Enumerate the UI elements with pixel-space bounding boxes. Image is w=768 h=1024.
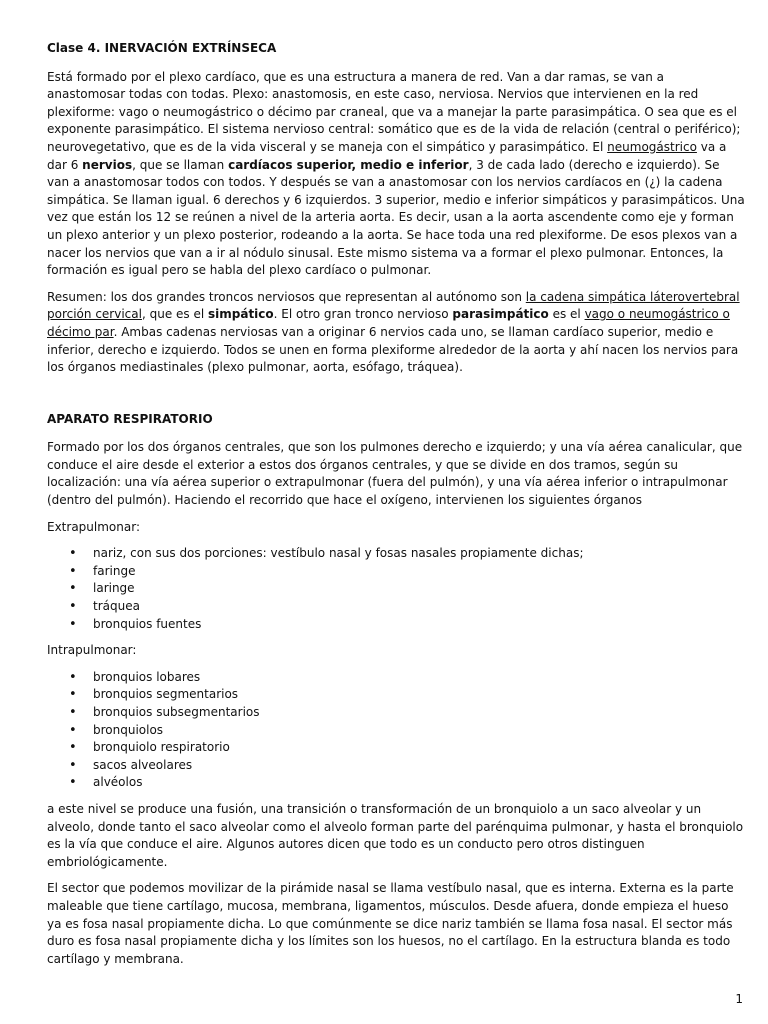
page-number: 1 <box>735 992 743 1006</box>
text-span: . Ambas cadenas nerviosas van a originar 6 nervios cada uno, se llaman cardíaco superior, medio e inferior, derecho e izquierdo. Todos se unen en forma plexiforme alrededor de la aorta y ahí nacen los nervios para los órganos mediastinales (plexo pulmonar, aorta, esófago, tráquea). <box>47 324 739 375</box>
underlined-text: vago o neumogástrico o décimo par <box>47 307 730 339</box>
text-span: es el <box>548 307 585 322</box>
text-span: , que es el <box>141 307 208 322</box>
text-span: va a dar 6 <box>47 139 727 172</box>
text-span: . El otro gran tronco nervioso <box>273 307 453 322</box>
list-item: • bronquiolos <box>47 722 745 740</box>
bold-text: cardíacos superior, medio e inferior <box>228 157 469 172</box>
list-item: • bronquios segmentarios <box>47 686 745 704</box>
paragraph-plexo-cardiaco <box>47 69 745 280</box>
page-title: Clase 4. INERVACIÓN EXTRÍNSECA <box>47 41 277 55</box>
section-heading: APARATO RESPIRATORIO <box>47 411 213 426</box>
list-item: • bronquios subsegmentarios <box>47 704 745 722</box>
paragraph-transicion: a este nivel se produce una fusión, una transición o transformación de un bronquiolo a un saco alveolar y un alveolo, donde tanto el saco alveolar como el alveolo forman parte del parénquima pulmonar, y hasta el bronquiolo es la vía que conduce el aire. Algunos autores dicen que todo es un conducto pero otros distinguen embriológicamente. <box>47 801 744 869</box>
list-item: • faringe <box>47 563 745 581</box>
text-span: , 3 de cada lado (derecho e izquierdo). Se van a anastomosar todos con todos. Y después se van a anastomosar con los nervios cardíacos en (¿) la cadena simpática. Se llaman igual. 6 derechos y 6 izquierdos. 3 superior, medio e inferior simpáticos y parasimpáticos. Una vez que están los 12 se reúnen a nivel de la arteria aorta. Es decir, usan a la aorta ascendente como eje y forman un plexo anterior y un plexo posterior, rodeando a la aorta. Se hace toda una red plexiforme. De esos plexos van a nacer los nervios que van a ir al nódulo sinusal. Este mismo sistema va a formar el plexo pulmonar. Entonces, la formación es igual pero se habla del plexo cardíaco o pulmonar. <box>47 157 745 278</box>
bold-text: nervios <box>82 157 133 172</box>
paragraph-resumen <box>47 289 745 377</box>
list-item: • bronquios lobares <box>47 669 745 687</box>
list-item: • nariz, con sus dos porciones: vestíbulo nasal y fosas nasales propiamente dichas; <box>47 545 745 563</box>
paragraph-aparato-respiratorio: Formado por los dos órganos centrales, que son los pulmones derecho e izquierdo; y una vía aérea canalicular, que conduce el aire desde el exterior a estos dos órganos centrales, y que se divide en dos tramos, según su localización: una vía aérea superior o extrapulmonar (fuera del pulmón), y una vía aérea inferior o intrapulmonar (dentro del pulmón). Haciendo el recorrido que hace el oxígeno, intervienen los siguientes órganos <box>47 440 743 508</box>
document-page <box>47 40 745 977</box>
list-item: • laringe <box>47 580 745 598</box>
list-item: • sacos alveolares <box>47 757 745 775</box>
extrapulmonar-list <box>47 545 745 633</box>
underlined-text: neumogástrico <box>607 139 697 154</box>
list-item: • bronquios fuentes <box>47 616 745 634</box>
intrapulmonar-label: Intrapulmonar: <box>47 643 137 658</box>
text-span: Está formado por el plexo cardíaco, que es una estructura a manera de red. Van a dar ramas, se van a anastomosar todas con todas. Plexo: anastomosis, en este caso, nerviosa. Nervios que intervienen en la red plexiforme: vago o neumogástrico o décimo par craneal, que va a manejar la parte parasimpática. O sea que es el exponente parasimpático. El sistema nervioso central: somático que es de la vida de relación (central o periférico); neurovegetativo, que es de la vida visceral y se maneja con el simpático y parasimpático. El <box>47 69 741 154</box>
list-item: • bronquiolo respiratorio <box>47 739 745 757</box>
list-item: • tráquea <box>47 598 745 616</box>
list-item: • alvéolos <box>47 774 745 792</box>
paragraph-vestibulo-nasal: El sector que podemos movilizar de la pirámide nasal se llama vestíbulo nasal, que es interna. Externa es la parte maleable que tiene cartílago, mucosa, membrana, ligamentos, músculos. Desde afuera, donde empieza el hueso ya es fosa nasal propiamente dicha. Lo que comúnmente se dice nariz también se llama fosa nasal. El sector más duro es fosa nasal propiamente dicha y los límites son los huesos, no el cartílago. En la estructura blanda es todo cartílago y membrana. <box>47 881 734 966</box>
bold-text: simpático <box>208 307 274 322</box>
bold-text: parasimpático <box>452 307 549 322</box>
underlined-text: la cadena simpática láterovertebral porción cervical <box>47 289 740 322</box>
text-span: Resumen: los dos grandes troncos nerviosos que representan al autónomo son <box>47 289 526 304</box>
intrapulmonar-list <box>47 669 745 792</box>
text-span: , que se llaman <box>132 157 229 172</box>
extrapulmonar-label: Extrapulmonar: <box>47 519 140 534</box>
